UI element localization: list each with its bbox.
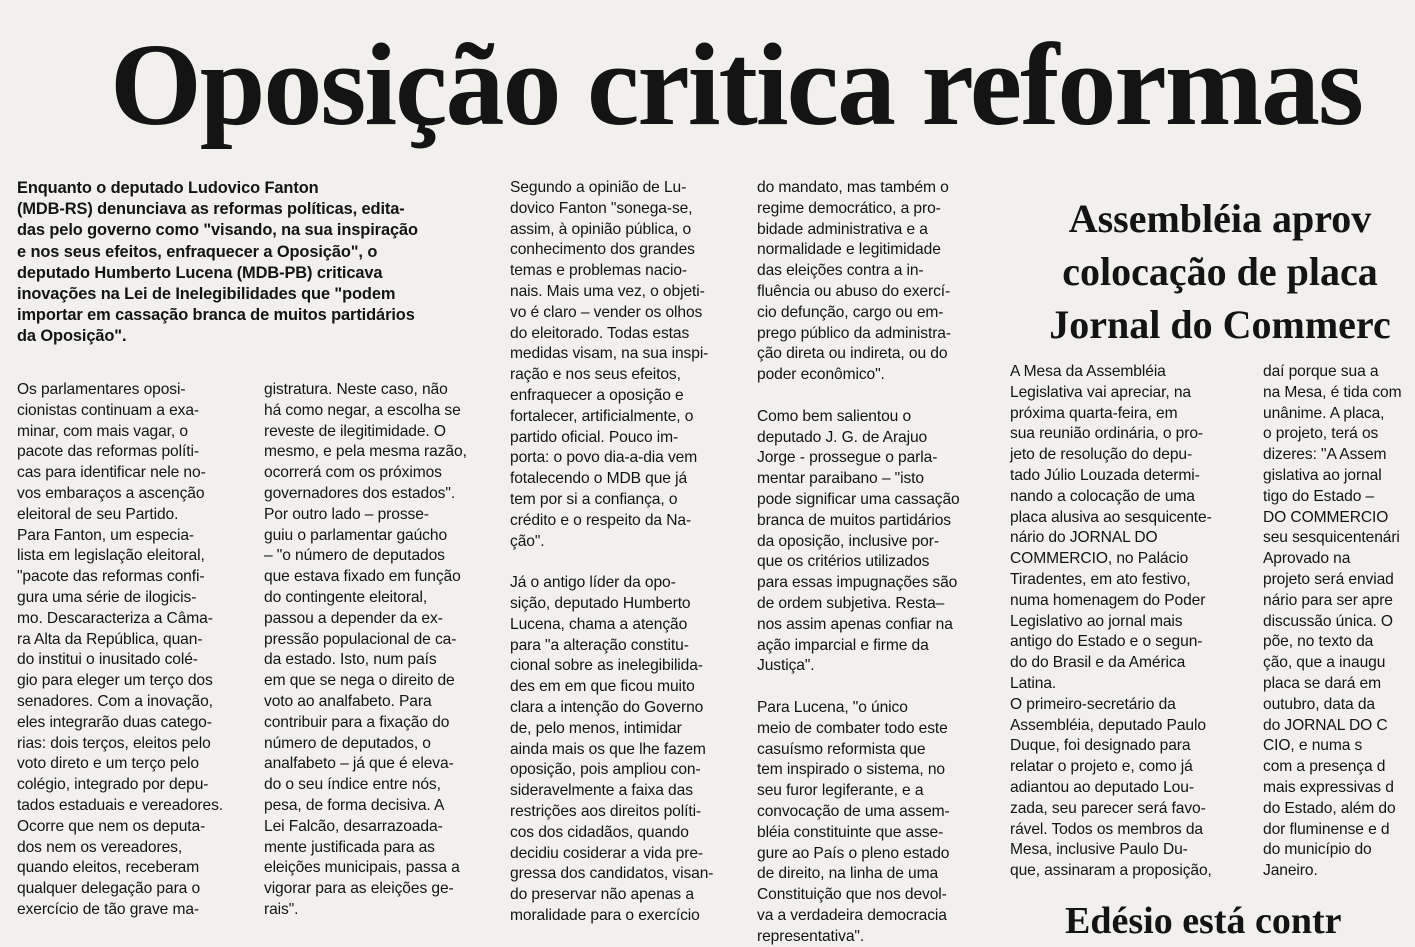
sidebar-column-1: A Mesa da Assembléia Legislativa vai apreciar, na próxima quarta-feira, em sua reunião ordinária, o pro- jeto de resolução do depu- tado Júlio Louzada determi- nando a colocação de uma placa alusiva ao sesquicente- nário do JORNAL DO COMMERCIO, no Palácio Tiradentes, em ato festivo, numa homenagem do Poder Legislativo ao jornal mais antigo do Estado e o segun- do do Brasil e da América Latina. O primeiro-secretário da Assembléia, deputado Paulo Duque, foi designado para relatar o projeto e, como já adiantou ao deputado Lou- zada, seu parecer será favo- rável. Todos os membros da Mesa, inclusive Paulo Du- que, assinaram a proposição,	[1010, 363, 1212, 880]
article-column-4: do mandato, mas também o regime democrático, a pro- bidade administrativa e a normalidade e legitimidade das eleições contra a in- fluência ou abuso do exercí- cio defunção, cargo ou em- prego público da administra- ção direta ou indireta, ou do poder econômico". Como bem salientou o deputado J. G. de Arajuo Jorge - prossegue o parla- mentar paraibano – "isto pode significar uma cassação branca de muitos partidários da oposição, inclusive por- que os critérios utilizados para essas impugnações são de ordem subjetiva. Resta– nos assim apenas confiar na ação imparcial e firme da Justiça". Para Lucena, "o único meio de combater todo este casuísmo reformista que tem inspirado o sistema, no seu furor legiferante, e a convocação de uma assem- bléia constituinte que asse- gure ao País o pleno estado de direito, na linha de uma Constituição que nos devol- va a verdadeira democracia representativa".	[757, 179, 960, 945]
next-story-headline: Edésio está contr	[1065, 900, 1342, 942]
article-column-3: Segundo a opinião de Lu- dovico Fanton "sonega-se, assim, à opinião pública, o conhecimento dos grandes temas e problemas nacio- nais. Mais uma vez, o objeti- vo é claro – vender os olhos do eleitorado. Todas estas medidas visam, na sua inspi- ração e nos seus efeitos, enfraquecer a oposição e fortalecer, artificialmente, o partido oficial. Pouco im- porta: o povo dia-a-dia vem fotalecendo o MDB que já tem por si a confiança, o crédito e o respeito da Na- ção". Já o antigo líder da opo- sição, deputado Humberto Lucena, chama a atenção para "a alteração constitu- cional sobre as inelegibilida- des em em que ficou muito clara a intenção do Governo de, pelo menos, intimidar ainda mais os que lhe fazem oposição, pois ampliou con- sideravelmente a faixa das restrições aos direitos políti- cos dos cidadãos, quando decidiu cosiderar a vida pre- gressa dos candidatos, visan- do preservar não apenas a moralidade para o exercício	[510, 179, 714, 924]
article-headline: Oposição critica reformas	[110, 19, 1362, 150]
sidebar-column-2: daí porque sua a na Mesa, é tida com unânime. A placa, o projeto, terá os dizeres: "A Assem gislativa ao jornal tigo do Estado – DO COMMERCIO seu sesquicentenári Aprovado na projeto será enviad nário para ser apre discussão única. O põe, no texto da ção, que a inaugu placa se dará em outubro, data da do JORNAL DO C CIO, e numa s com a presença d mais expressivas d do Estado, além do dor fluminense e d do município do Janeiro.	[1263, 363, 1402, 880]
article-lede: Enquanto o deputado Ludovico Fanton (MDB-RS) denunciava as reformas políticas, edita- das pelo governo como "visando, na sua inspiração e nos seus efeitos, enfraquecer a Oposição", o deputado Humberto Lucena (MDB-PB) criticava inovações na Lei de Inelegibilidades que "podem importar em cassação branca de muitos partidários da Oposição".	[17, 179, 418, 346]
article-column-1: Os parlamentares oposi- cionistas continuam a exa- minar, com mais vagar, o pacote das reformas políti- cas para identificar nele no- vos embaraços a ascenção eleitoral de seu Partido. Para Fanton, um especia- lista em legislação eleitoral, "pacote das reformas confi- gura uma série de ilogicis- mo. Descaracteriza a Câma- ra Alta da República, quan- do institui o inusitado colé- gio para eleger um terço dos senadores. Com a inovação, eles integrarão duas catego- rias: dois terços, eleitos pelo voto direto e um terço pelo colégio, integrado por depu- tados estaduais e vereadores. Ocorre que nem os deputa- dos nem os vereadores, quando eleitos, receberam qualquer delegação para o exercício de tão grave ma-	[17, 381, 224, 918]
article-column-2: gistratura. Neste caso, não há como negar, a escolha se reveste de ilegitimidade. O mesmo, e pela mesma razão, ocorrerá com os próximos governadores dos estados". Por outro lado – prosse- guiu o parlamentar gaúcho – "o número de deputados que estava fixado em função do contingente eleitoral, passou a depender da ex- pressão populacional de ca- da estado. Isto, num país em que se nega o direito de voto ao analfabeto. Para contribuir para a fixação do número de deputados, o analfabeto – já que é eleva- do o seu índice entre nós, pesa, de forma decisiva. A Lei Falcão, desarrazoada- mente justificada para as eleições municipais, passa a vigorar para as eleições ge- rais".	[264, 381, 467, 918]
sidebar-headline: Assembléia aprov colocação de placa Jornal do Commerc	[1049, 196, 1391, 347]
